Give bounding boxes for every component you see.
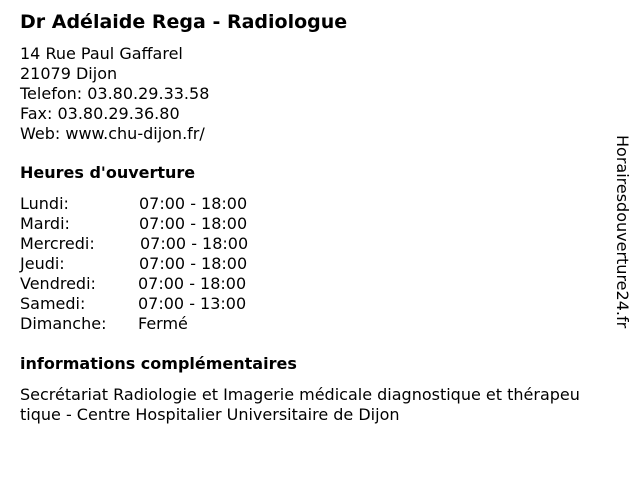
additional-info-line: tique - Centre Hospitalier Universitaire de Dijon — [20, 405, 400, 424]
time-range: 07:00 - 18:00 — [140, 234, 249, 253]
site-watermark: Horairesdouverture24.fr — [613, 135, 632, 329]
address-city: 21079 Dijon — [20, 64, 118, 83]
time-range: 07:00 - 18:00 — [139, 214, 248, 233]
address-street: 14 Rue Paul Gaffarel — [20, 44, 183, 63]
day-label: Dimanche: — [20, 314, 107, 333]
day-label: Samedi: — [20, 294, 86, 313]
additional-info-heading: informations complémentaires — [20, 354, 297, 373]
additional-info-line: Secrétariat Radiologie et Imagerie médicale diagnostique et thérapeu — [20, 385, 580, 404]
website: Web: www.chu-dijon.fr/ — [20, 124, 205, 143]
day-label: Mercredi: — [20, 234, 95, 253]
time-range: 07:00 - 18:00 — [138, 274, 247, 293]
page-title: Dr Adélaide Rega - Radiologue — [20, 11, 348, 33]
fax-number: Fax: 03.80.29.36.80 — [20, 104, 180, 123]
day-label: Vendredi: — [20, 274, 96, 293]
day-label: Jeudi: — [20, 254, 65, 273]
contact-block — [20, 44, 209, 144]
time-range: 07:00 - 13:00 — [138, 294, 247, 313]
opening-hours-heading: Heures d'ouverture — [20, 163, 196, 182]
time-range: 07:00 - 18:00 — [139, 194, 248, 213]
day-label: Lundi: — [20, 194, 69, 213]
additional-info-text — [20, 385, 630, 425]
day-label: Mardi: — [20, 214, 70, 233]
phone-number: Telefon: 03.80.29.33.58 — [20, 84, 210, 103]
time-range: 07:00 - 18:00 — [139, 254, 248, 273]
closed-label: Fermé — [138, 314, 188, 333]
